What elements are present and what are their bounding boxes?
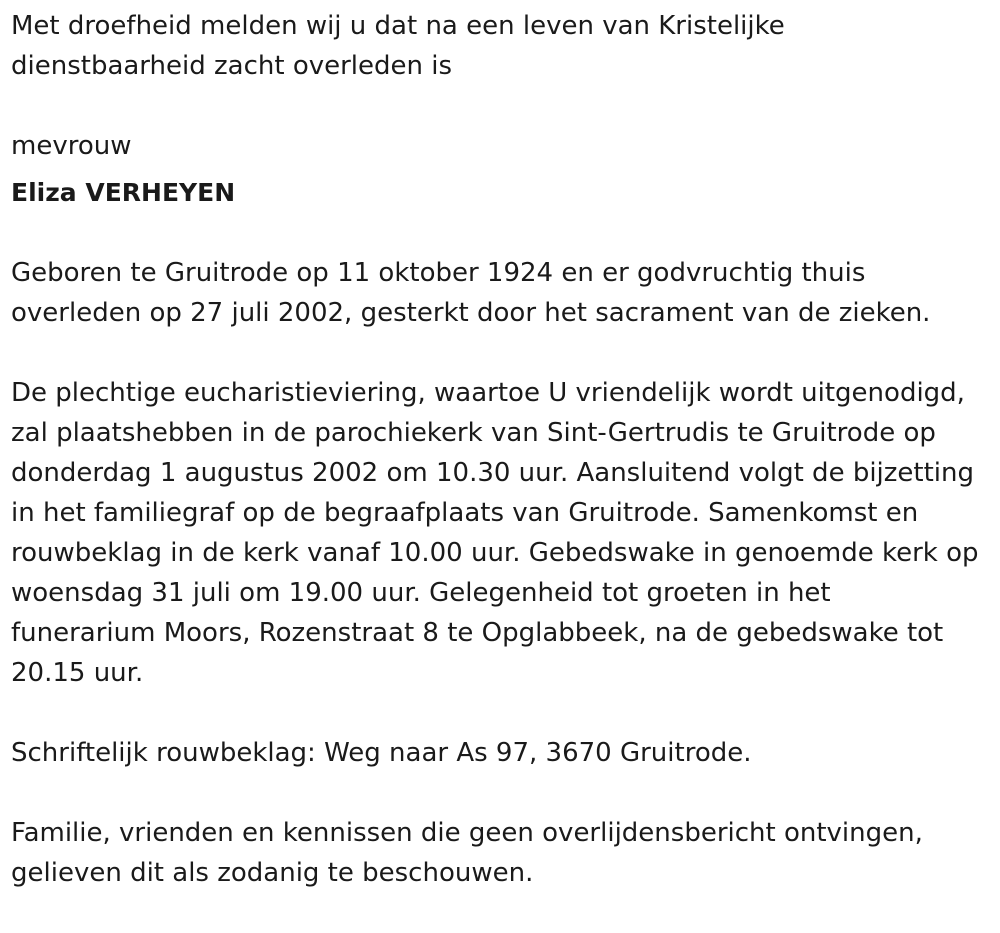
ceremony-line: in het familiegraf op de begraafplaats van Gruitrode. Samenkomst en bbox=[11, 498, 919, 528]
ceremony-line: donderdag 1 augustus 2002 om 10.30 uur. Aansluitend volgt de bijzetting bbox=[11, 458, 975, 488]
ceremony-line: rouwbeklag in de kerk vanaf 10.00 uur. Gebedswake in genoemde kerk op bbox=[11, 538, 979, 568]
condolence-address-paragraph bbox=[11, 733, 1000, 773]
ceremony-line: De plechtige eucharistieviering, waartoe U vriendelijk wordt uitgenodigd, bbox=[11, 378, 965, 408]
closing-paragraph bbox=[11, 813, 1000, 893]
deceased-name: Eliza VERHEYEN bbox=[11, 178, 236, 207]
birth-death-line: Geboren te Gruitrode op 11 oktober 1924 en er godvruchtig thuis bbox=[11, 258, 866, 288]
ceremony-line: woensdag 31 juli om 19.00 uur. Gelegenheid tot groeten in het bbox=[11, 578, 831, 608]
deceased-title: mevrouw bbox=[11, 131, 132, 161]
name-paragraph bbox=[11, 173, 1000, 213]
death-notice bbox=[11, 6, 1000, 933]
ceremony-line: funerarium Moors, Rozenstraat 8 te Opglabbeek, na de gebedswake tot bbox=[11, 618, 944, 648]
closing-line: Familie, vrienden en kennissen die geen overlijdensbericht ontvingen, bbox=[11, 818, 923, 848]
closing-line: gelieven dit als zodanig te beschouwen. bbox=[11, 858, 534, 888]
ceremony-line: zal plaatshebben in de parochiekerk van Sint-Gertrudis te Gruitrode op bbox=[11, 418, 936, 448]
intro-paragraph bbox=[11, 6, 1000, 86]
intro-line: Met droefheid melden wij u dat na een leven van Kristelijke bbox=[11, 11, 785, 41]
condolence-address: Schriftelijk rouwbeklag: Weg naar As 97, 3670 Gruitrode. bbox=[11, 738, 752, 768]
birth-death-line: overleden op 27 juli 2002, gesterkt door het sacrament van de zieken. bbox=[11, 298, 931, 328]
intro-line: dienstbaarheid zacht overleden is bbox=[11, 51, 453, 81]
ceremony-line: 20.15 uur. bbox=[11, 658, 144, 688]
birth-death-paragraph bbox=[11, 253, 1000, 333]
title-paragraph bbox=[11, 126, 1000, 166]
ceremony-paragraph bbox=[11, 373, 1000, 693]
